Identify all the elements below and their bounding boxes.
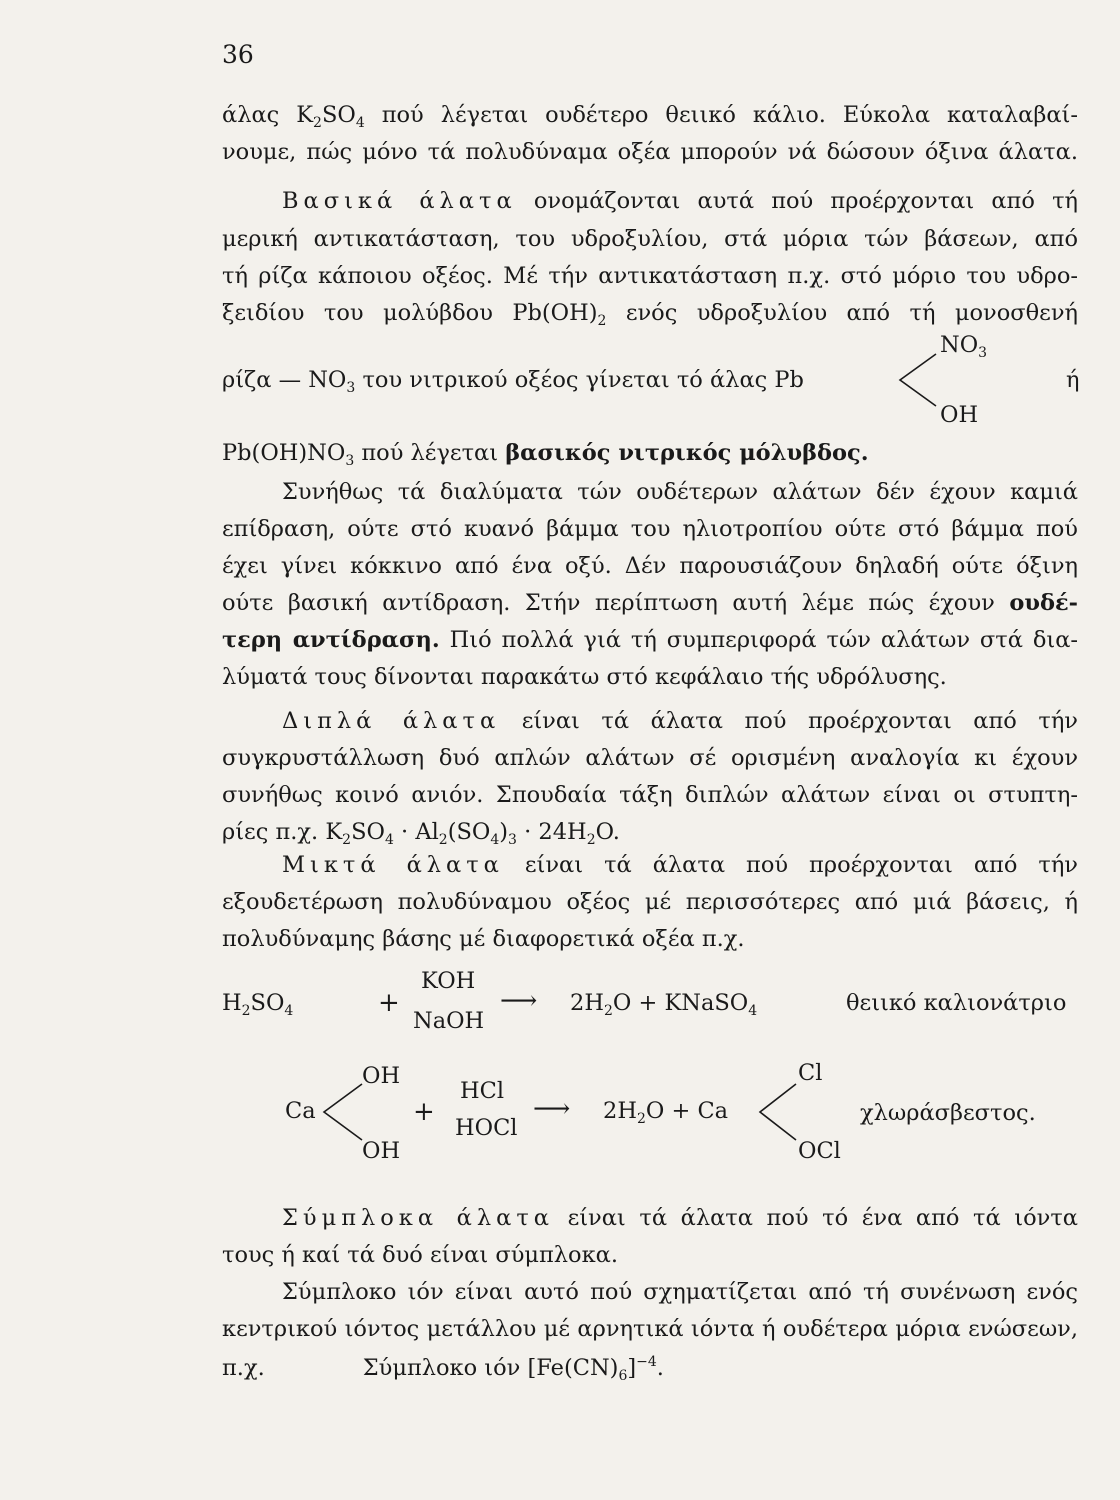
calcium-symbol: Ca (285, 1098, 316, 1124)
compound-name: θειικό καλιονάτριο (846, 990, 1067, 1016)
formula-group-bottom: OCl (798, 1138, 841, 1164)
paragraph-line: τή ρίζα κάποιου οξέος. Μέ τήν αντικατάσταση π.χ. στό μόριο του υδρο- (222, 263, 1078, 289)
paragraph-line: Συνήθως τά διαλύματα τών ουδέτερων αλάτων δέν έχουν καμιά (282, 479, 1078, 505)
paragraph-line: άλας $K_2SO_4$ πού λέγεται ουδέτερο θειικό κάλιο. Εύκολα καταλαβαί- (222, 102, 1078, 131)
formula-group-top: $NO_3$ (940, 332, 988, 361)
equation-rhs: $2H_2O$ + KNaSO$_4$ (570, 990, 758, 1019)
paragraph-line: τερη αντίδραση. Πιό πολλά γιά τή συμπεριφορά τών αλάτων στά δια- (222, 627, 1078, 653)
paragraph-line: $Pb(OH)NO_3$ πού λέγεται βασικός νιτρικός μόλυβδος. (222, 440, 869, 469)
paragraph-line: εξουδετέρωση πολυδύναμου οξέος μέ περισσότερες από μιά βάσεις, ή (222, 889, 1078, 915)
paragraph-line: Βασικά άλατα ονομάζονται αυτά πού προέρχονται από τή (282, 188, 1079, 214)
plus-sign: + (413, 1097, 435, 1127)
page-number: 36 (222, 40, 254, 69)
reaction-arrow: ⟶ (500, 986, 538, 1016)
conjunction: ή (1066, 367, 1080, 393)
reagent-top: KOH (421, 968, 476, 994)
paragraph-line: έχει γίνει κόκκινο από ένα οξύ. Δέν παρουσιάζουν δηλαδή ούτε όξινη (222, 553, 1078, 579)
formula-bond-lines (898, 352, 938, 408)
equation-rhs: $2H_2O + Ca$ (603, 1098, 729, 1127)
paragraph-line: συγκρυστάλλωση δυό απλών αλάτων σέ ορισμένη αναλογία κι έχουν (222, 745, 1078, 771)
plus-sign: + (378, 988, 400, 1018)
compound-name: χλωράσβεστος. (860, 1100, 1036, 1126)
paragraph-line: ξειδίου του μολύβδου $Pb(OH)_2$ ενός υδροξυλίου από τή μονοσθενή (222, 300, 1078, 329)
section-term: Σύμπλοκα άλατα (282, 1205, 554, 1231)
formula-bond-lines (758, 1082, 798, 1142)
paragraph-line: επίδραση, ούτε στό κυανό βάμμα του ηλιοτροπίου ούτε στό βάμμα πού (222, 516, 1078, 542)
paragraph-line: Σύμπλοκα άλατα είναι τά άλατα πού τό ένα από τά ιόντα (282, 1205, 1078, 1231)
section-term: Διπλά άλατα (282, 708, 501, 734)
paragraph-line: νουμε, πώς μόνο τά πολυδύναμα οξέα μπορούν νά δώσουν όξινα άλατα. (222, 139, 1078, 165)
reaction-arrow: ⟶ (533, 1094, 571, 1124)
reagent-top: HCl (460, 1078, 505, 1104)
formula-group-top: Cl (798, 1060, 823, 1086)
paragraph-line: τους ή καί τά δυό είναι σύμπλοκα. (222, 1242, 618, 1268)
equation-lhs: $H_2SO_4$ (222, 990, 294, 1019)
reagent-bottom: HOCl (455, 1115, 518, 1141)
formula-group-bottom: OH (362, 1138, 401, 1164)
paragraph-line: π.χ. Σύμπλοκο ιόν $[Fe(CN)_6]^{-4}$. (222, 1354, 664, 1384)
paragraph-line: συνήθως κοινό ανιόν. Σπουδαία τάξη διπλών αλάτων είναι οι στυπτη- (222, 782, 1078, 808)
paragraph-line: λύματά τους δίνονται παρακάτω στό κεφάλαιο τής υδρόλυσης. (222, 664, 947, 690)
formula-bond-lines (322, 1082, 364, 1142)
paragraph-line: ρίζα — $NO_3$ του νιτρικού οξέος γίνεται τό άλας Pb (222, 367, 804, 396)
section-term: Βασικά άλατα (282, 188, 517, 214)
section-term: Μικτά άλατα (282, 852, 504, 878)
reagent-bottom: NaOH (413, 1008, 485, 1034)
paragraph-line: ρίες π.χ. $K_2SO_4 \cdot Al_2(SO_4)_3 \cdot 24H_2O$. (222, 819, 620, 848)
paragraph-line: πολυδύναμης βάσης μέ διαφορετικά οξέα π.χ. (222, 926, 745, 952)
formula-group-top: OH (362, 1063, 401, 1089)
paragraph-line: Μικτά άλατα είναι τά άλατα πού προέρχονται από τήν (282, 852, 1078, 878)
paragraph-line: κεντρικού ιόντος μετάλλου μέ αρνητικά ιόντα ή ουδέτερα μόρια ενώσεων, (222, 1316, 1078, 1342)
paragraph-line: ούτε βασική αντίδραση. Στήν περίπτωση αυτή λέμε πώς έχουν ουδέ- (222, 590, 1078, 616)
formula-group-bottom: OH (940, 402, 979, 428)
paragraph-line: μερική αντικατάσταση, του υδροξυλίου, στά μόρια τών βάσεων, από (222, 226, 1078, 252)
paragraph-line: Διπλά άλατα είναι τά άλατα πού προέρχονται από τήν (282, 708, 1078, 734)
paragraph-line: Σύμπλοκο ιόν είναι αυτό πού σχηματίζεται από τή συνένωση ενός (282, 1279, 1078, 1305)
